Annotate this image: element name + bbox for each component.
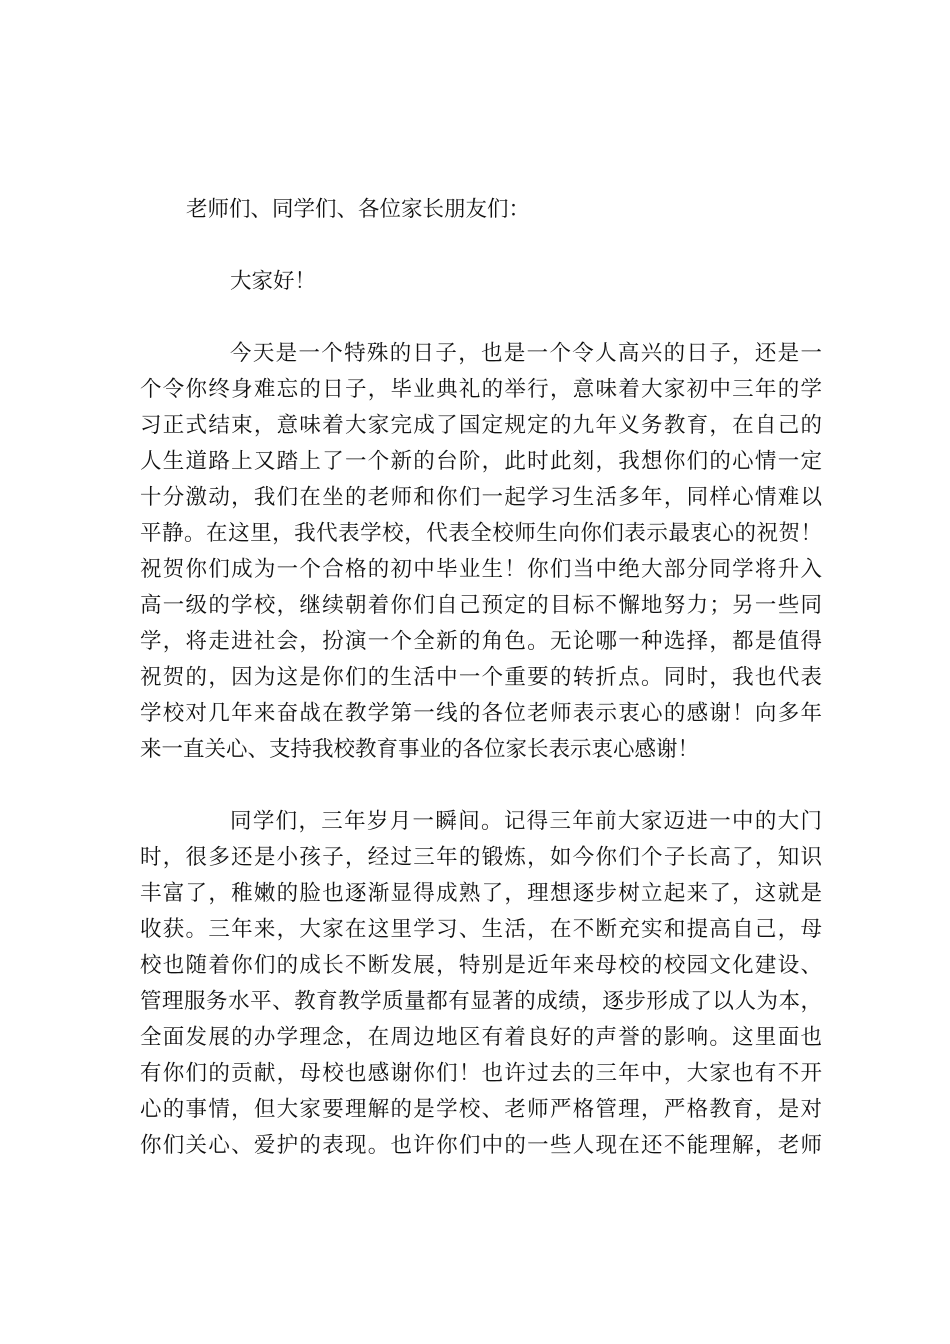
paragraph-line: 同学们，三年岁月一瞬间。记得三年前大家迈进一中的大门 bbox=[230, 809, 822, 834]
paragraph-line: 学校对几年来奋战在教学第一线的各位老师表示衷心的感谢！向多年 bbox=[140, 701, 822, 726]
paragraph-line: 管理服务水平、教育教学质量都有显著的成绩，逐步形成了以人为本， bbox=[140, 989, 822, 1014]
paragraph-2 bbox=[140, 804, 822, 1164]
paragraph-line: 时，很多还是小孩子，经过三年的锻炼，如今你们个子长高了，知识 bbox=[140, 845, 822, 870]
paragraph-line: 全面发展的办学理念，在周边地区有着良好的声誉的影响。这里面也 bbox=[140, 1025, 822, 1050]
paragraph-line: 有你们的贡献，母校也感谢你们！也许过去的三年中，大家也有不开 bbox=[140, 1061, 822, 1086]
greeting-text: 大家好！ bbox=[230, 269, 317, 294]
paragraph-line: 收获。三年来，大家在这里学习、生活，在不断充实和提高自己，母 bbox=[140, 917, 822, 942]
paragraph-line: 平静。在这里，我代表学校，代表全校师生向你们表示最衷心的祝贺！ bbox=[140, 521, 822, 546]
paragraph-1 bbox=[140, 336, 822, 768]
salutation-block bbox=[140, 192, 822, 228]
paragraph-line: 祝贺的，因为这是你们的生活中一个重要的转折点。同时，我也代表 bbox=[140, 665, 822, 690]
paragraph-line-last: 来一直关心、支持我校教育事业的各位家长表示衷心感谢！ bbox=[140, 737, 700, 762]
paragraph-line: 心的事情，但大家要理解的是学校、老师严格管理，严格教育，是对 bbox=[140, 1097, 822, 1122]
paragraph-line: 丰富了，稚嫩的脸也逐渐显得成熟了，理想逐步树立起来了，这就是 bbox=[140, 881, 822, 906]
paragraph-line: 学，将走进社会，扮演一个全新的角色。无论哪一种选择，都是值得 bbox=[140, 629, 822, 654]
salutation-text: 老师们、同学们、各位家长朋友们： bbox=[186, 197, 531, 222]
paragraph-line: 祝贺你们成为一个合格的初中毕业生！你们当中绝大部分同学将升入 bbox=[140, 557, 822, 582]
paragraph-line: 习正式结束，意味着大家完成了国定规定的九年义务教育，在自己的 bbox=[140, 413, 822, 438]
paragraph-line: 校也随着你们的成长不断发展，特别是近年来母校的校园文化建设、 bbox=[140, 953, 822, 978]
paragraph-line: 你们关心、爱护的表现。也许你们中的一些人现在还不能理解，老师 bbox=[140, 1133, 822, 1158]
paragraph-line: 高一级的学校，继续朝着你们自己预定的目标不懈地努力；另一些同 bbox=[140, 593, 822, 618]
paragraph-line: 个令你终身难忘的日子，毕业典礼的举行，意味着大家初中三年的学 bbox=[140, 377, 822, 402]
paragraph-line: 今天是一个特殊的日子，也是一个令人高兴的日子，还是一 bbox=[230, 341, 822, 366]
paragraph-line: 十分激动，我们在坐的老师和你们一起学习生活多年，同样心情难以 bbox=[140, 485, 822, 510]
greeting-block bbox=[140, 264, 822, 300]
paragraph-line: 人生道路上又踏上了一个新的台阶，此时此刻，我想你们的心情一定 bbox=[140, 449, 822, 474]
